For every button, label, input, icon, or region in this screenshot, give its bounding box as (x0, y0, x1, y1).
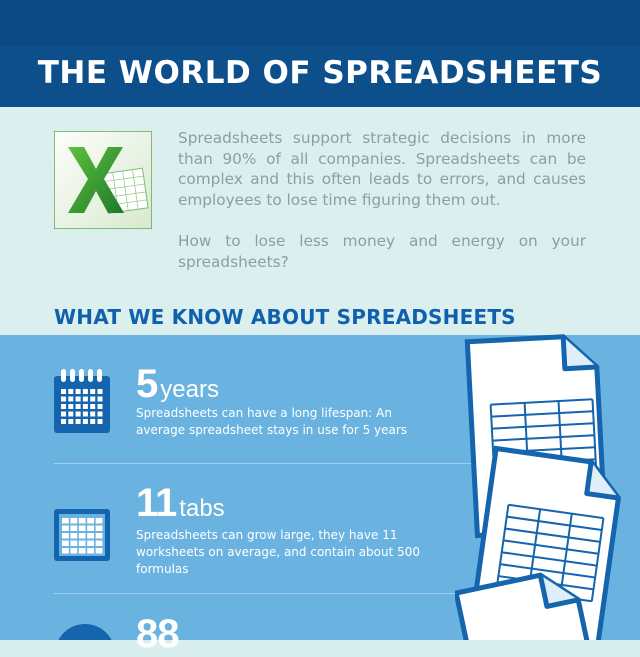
fact-unit: tabs (179, 495, 225, 522)
excel-logo-icon (54, 131, 152, 229)
divider (54, 463, 474, 464)
intro-paragraph: Spreadsheets support strategic decisions in more than 90% of all companies. Spreadsheets can be complex and this often leads to errors, and causes employees to lose time figuring them out. (178, 129, 586, 209)
fact-value (136, 612, 179, 657)
calendar-icon (53, 367, 111, 435)
circle-icon (53, 622, 117, 640)
fact-unit: years (160, 376, 219, 403)
intro-question: How to lose less money and energy on your spreadsheets? (178, 232, 586, 271)
worksheet-tabs-icon (53, 508, 111, 562)
header-top-band (0, 0, 640, 46)
fact-number: 11 (136, 481, 177, 525)
fact-number: 5 (136, 362, 158, 406)
fact-value (136, 481, 225, 526)
intro-text (178, 128, 586, 272)
fact-value (136, 362, 219, 407)
fact-description: Spreadsheets can have a long lifespan: An average spreadsheet stays in use for 5 years (136, 406, 408, 437)
section-title: WHAT WE KNOW ABOUT SPREADSHEETS (54, 305, 516, 329)
spreadsheet-documents-illustration (455, 330, 640, 640)
fact-number: 88 (136, 612, 179, 656)
page-title: THE WORLD OF SPREADSHEETS (37, 55, 603, 91)
divider (54, 593, 474, 594)
fact-description: Spreadsheets can grow large, they have 11 worksheets on average, and contain about 500 formulas (136, 528, 421, 576)
